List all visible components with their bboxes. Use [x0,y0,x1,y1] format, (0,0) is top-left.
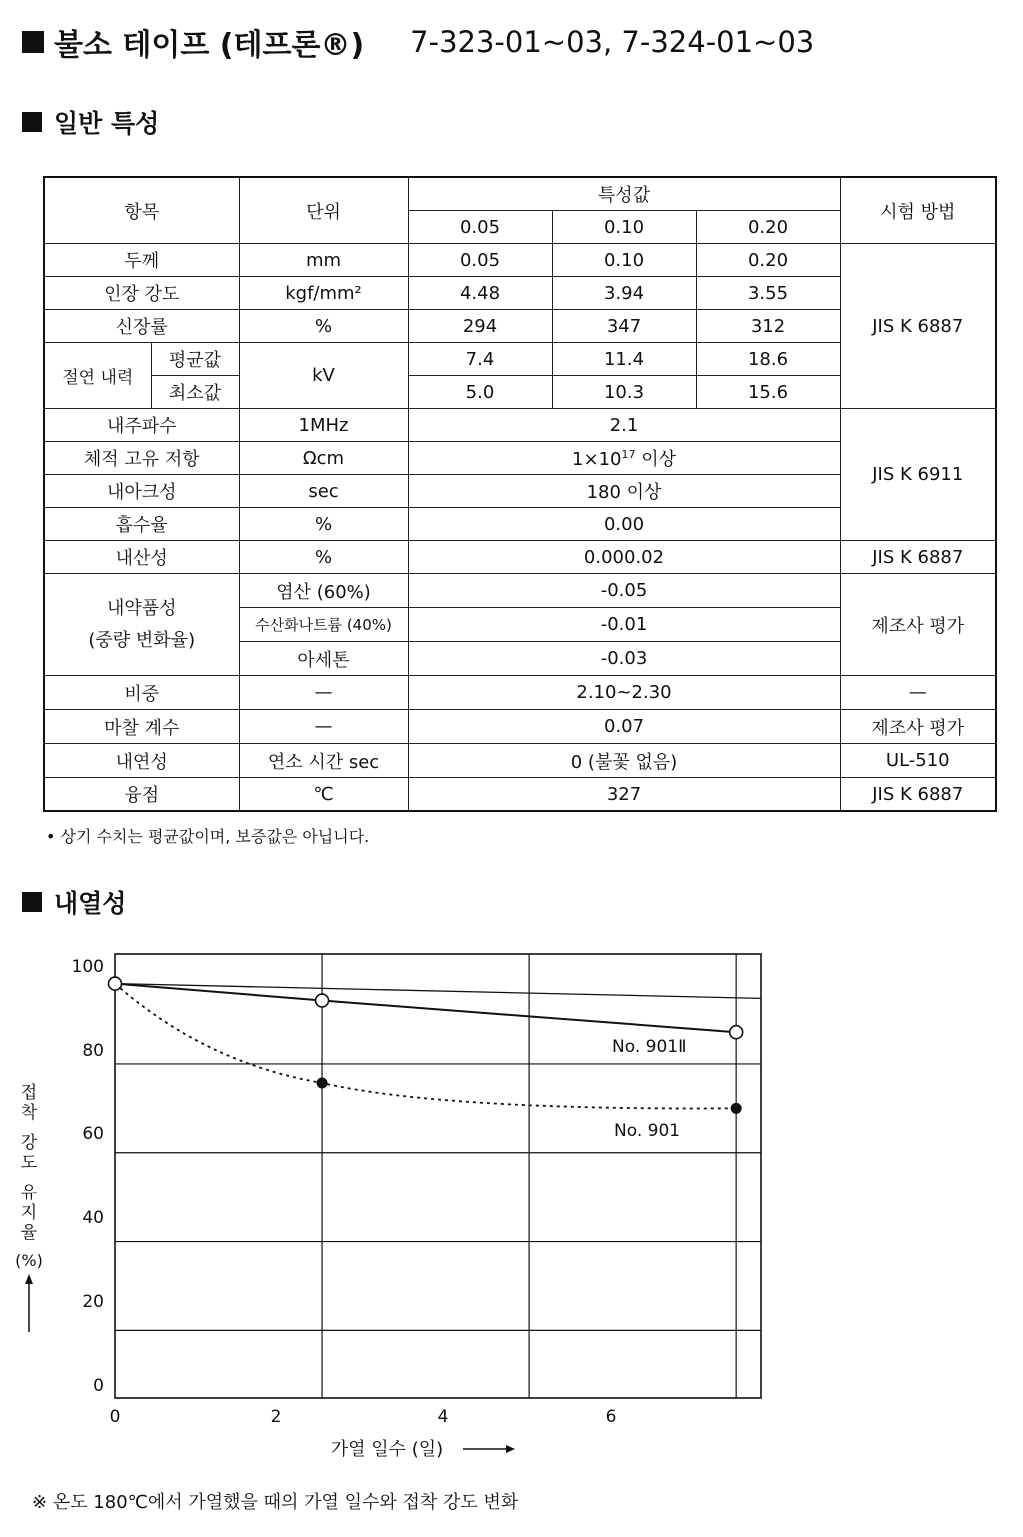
heat-resistance-chart [0,920,1023,1480]
row-gravity-value: 2.10~2.30 [408,676,840,710]
resist-value-suffix: 이상 [635,449,676,470]
row-flame-method: UL-510 [840,744,996,778]
row-chem-2-value: -0.01 [408,608,840,642]
chart-grid [115,954,761,1398]
row-melt-value: 327 [408,778,840,812]
row-acid-unit: % [239,541,408,574]
row-thickness-v1: 0.05 [408,244,552,277]
row-insul-avg-label: 평균값 [151,343,239,376]
y-tick-label: 0 [93,1376,104,1396]
x-tick-label: 6 [605,1407,617,1427]
section-heat-heading [22,884,126,920]
row-insul-avg-v2: 11.4 [552,343,696,376]
y-axis-label-char: 착 [20,1103,38,1123]
head-sub-3: 0.20 [696,211,840,244]
row-thickness-v2: 0.10 [552,244,696,277]
row-resist-label: 체적 고유 저항 [44,442,239,475]
row-acid-value: 0.000.02 [408,541,840,574]
y-tick-labels [72,957,104,1396]
row-chem-1-name: 염산 (60%) [239,574,408,608]
row-insul-min-label: 최소값 [151,376,239,409]
row-elong-unit: % [239,310,408,343]
head-sub-2: 0.10 [552,211,696,244]
row-gravity-label: 비중 [44,676,239,710]
head-unit: 단위 [239,177,408,244]
row-insul-min-v2: 10.3 [552,376,696,409]
y-axis-label-char: 유 [20,1183,38,1203]
x-tick-label: 0 [109,1407,121,1427]
y-tick-label: 40 [82,1208,104,1228]
x-axis-label: 가열 일수 (일) [330,1439,444,1460]
section-general-heading [22,104,159,140]
row-insul-min-v1: 5.0 [408,376,552,409]
y-axis-label-char: 접 [20,1083,38,1103]
y-axis-unit: (%) [15,1251,43,1270]
row-friction-method: 제조사 평가 [840,710,996,744]
y-tick-label: 80 [82,1041,104,1061]
chem-label-line1: 내약품성 [106,597,177,619]
y-axis-label-char: 도 [20,1153,38,1173]
series-901-point [731,1103,742,1114]
series-901ii-label: No. 901Ⅱ [612,1037,687,1057]
row-friction-unit: — [239,710,408,744]
row-gravity-unit: — [239,676,408,710]
row-flame-unit: 연소 시간 sec [239,744,408,778]
row-water-unit: % [239,508,408,541]
series-labels [612,1037,686,1141]
method-jis-6911: JIS K 6911 [840,409,996,541]
row-tensile-unit: kgf/mm² [239,277,408,310]
row-insul-avg-v1: 7.4 [408,343,552,376]
row-insul-unit: kV [239,343,408,409]
row-insul-label: 절연 내력 [44,343,151,409]
x-axis-arrowhead-icon [506,1445,515,1453]
row-flame-label: 내연성 [44,744,239,778]
head-method: 시험 방법 [840,177,996,244]
row-elong-label: 신장률 [44,310,239,343]
row-insul-min-v3: 15.6 [696,376,840,409]
chem-label-line2: (중량 변화율) [88,629,196,651]
method-jis-6887: JIS K 6887 [840,244,996,409]
row-elong-v1: 294 [408,310,552,343]
row-chem-1-value: -0.05 [408,574,840,608]
x-tick-labels [110,1407,617,1427]
x-tick-label: 4 [437,1407,449,1427]
row-friction-value: 0.07 [408,710,840,744]
row-tensile-v2: 3.94 [552,277,696,310]
row-elong-v2: 347 [552,310,696,343]
row-dielectric-unit: 1MHz [239,409,408,442]
head-item: 항목 [44,177,239,244]
section-general-label: 일반 특성 [54,109,160,138]
title-text: 불소 테이프 (테프론®) [54,28,365,63]
row-dielectric-value: 2.1 [408,409,840,442]
row-tensile-v1: 4.48 [408,277,552,310]
head-value: 특성값 [408,177,840,211]
row-melt-unit: ℃ [239,778,408,812]
page-title [22,22,814,62]
plot-frame [115,954,761,1398]
y-axis-label [15,1082,43,1270]
row-acid-label: 내산성 [44,541,239,574]
row-thickness-label: 두께 [44,244,239,277]
row-friction-label: 마찰 계수 [44,710,239,744]
spec-table [43,176,997,812]
row-acid-method: JIS K 6887 [840,541,996,574]
section-heat-label: 내열성 [54,889,127,918]
row-chem-2-name: 수산화나트륨 (40%) [239,608,408,642]
table-note: • 상기 수치는 평균값이며, 보증값은 아닙니다. [46,827,370,846]
row-thickness-v3: 0.20 [696,244,840,277]
x-tick-label: 2 [270,1407,282,1427]
row-elong-v3: 312 [696,310,840,343]
y-axis-label-char: 지 [20,1203,38,1223]
row-insul-avg-v3: 18.6 [696,343,840,376]
row-thickness-unit: mm [239,244,408,277]
square-bullet-icon [22,892,42,912]
series-901-label: No. 901 [614,1121,681,1141]
square-bullet-icon [22,31,44,53]
y-tick-label: 60 [82,1124,104,1144]
row-tensile-label: 인장 강도 [44,277,239,310]
square-bullet-icon [22,112,42,132]
row-melt-method: JIS K 6887 [840,778,996,812]
y-axis-arrowhead-icon [25,1274,33,1284]
resist-value-base: 1×10 [572,449,622,470]
series-901ii-point [109,977,122,990]
row-resist-unit: Ωcm [239,442,408,475]
row-melt-label: 융점 [44,778,239,812]
series-901ii-point [316,994,329,1007]
head-sub-1: 0.05 [408,211,552,244]
row-flame-value: 0 (불꽃 없음) [408,744,840,778]
series-901-point [317,1077,328,1088]
row-arc-value: 180 이상 [408,475,840,508]
row-chem-3-value: -0.03 [408,642,840,676]
y-tick-label: 100 [71,957,104,977]
row-water-value: 0.00 [408,508,840,541]
y-axis-label-char: 강 [20,1133,38,1153]
series-901ii-point [730,1026,743,1039]
chart-footnote: ※ 온도 180℃에서 가열했을 때의 가열 일수와 접착 강도 변화 [32,1492,519,1513]
row-arc-unit: sec [239,475,408,508]
row-dielectric-label: 내주파수 [44,409,239,442]
row-chem-label [44,574,239,676]
row-gravity-method: — [840,676,996,710]
row-water-label: 흡수율 [44,508,239,541]
row-chem-method: 제조사 평가 [840,574,996,676]
y-axis-label-char: 율 [20,1223,38,1243]
row-arc-label: 내아크성 [44,475,239,508]
row-tensile-v3: 3.55 [696,277,840,310]
row-resist-value [408,442,840,475]
product-code: 7-323-01~03, 7-324-01~03 [410,25,815,59]
row-chem-3-name: 아세톤 [239,642,408,676]
resist-value-exponent: 17 [621,448,636,461]
y-tick-label: 20 [82,1292,104,1312]
